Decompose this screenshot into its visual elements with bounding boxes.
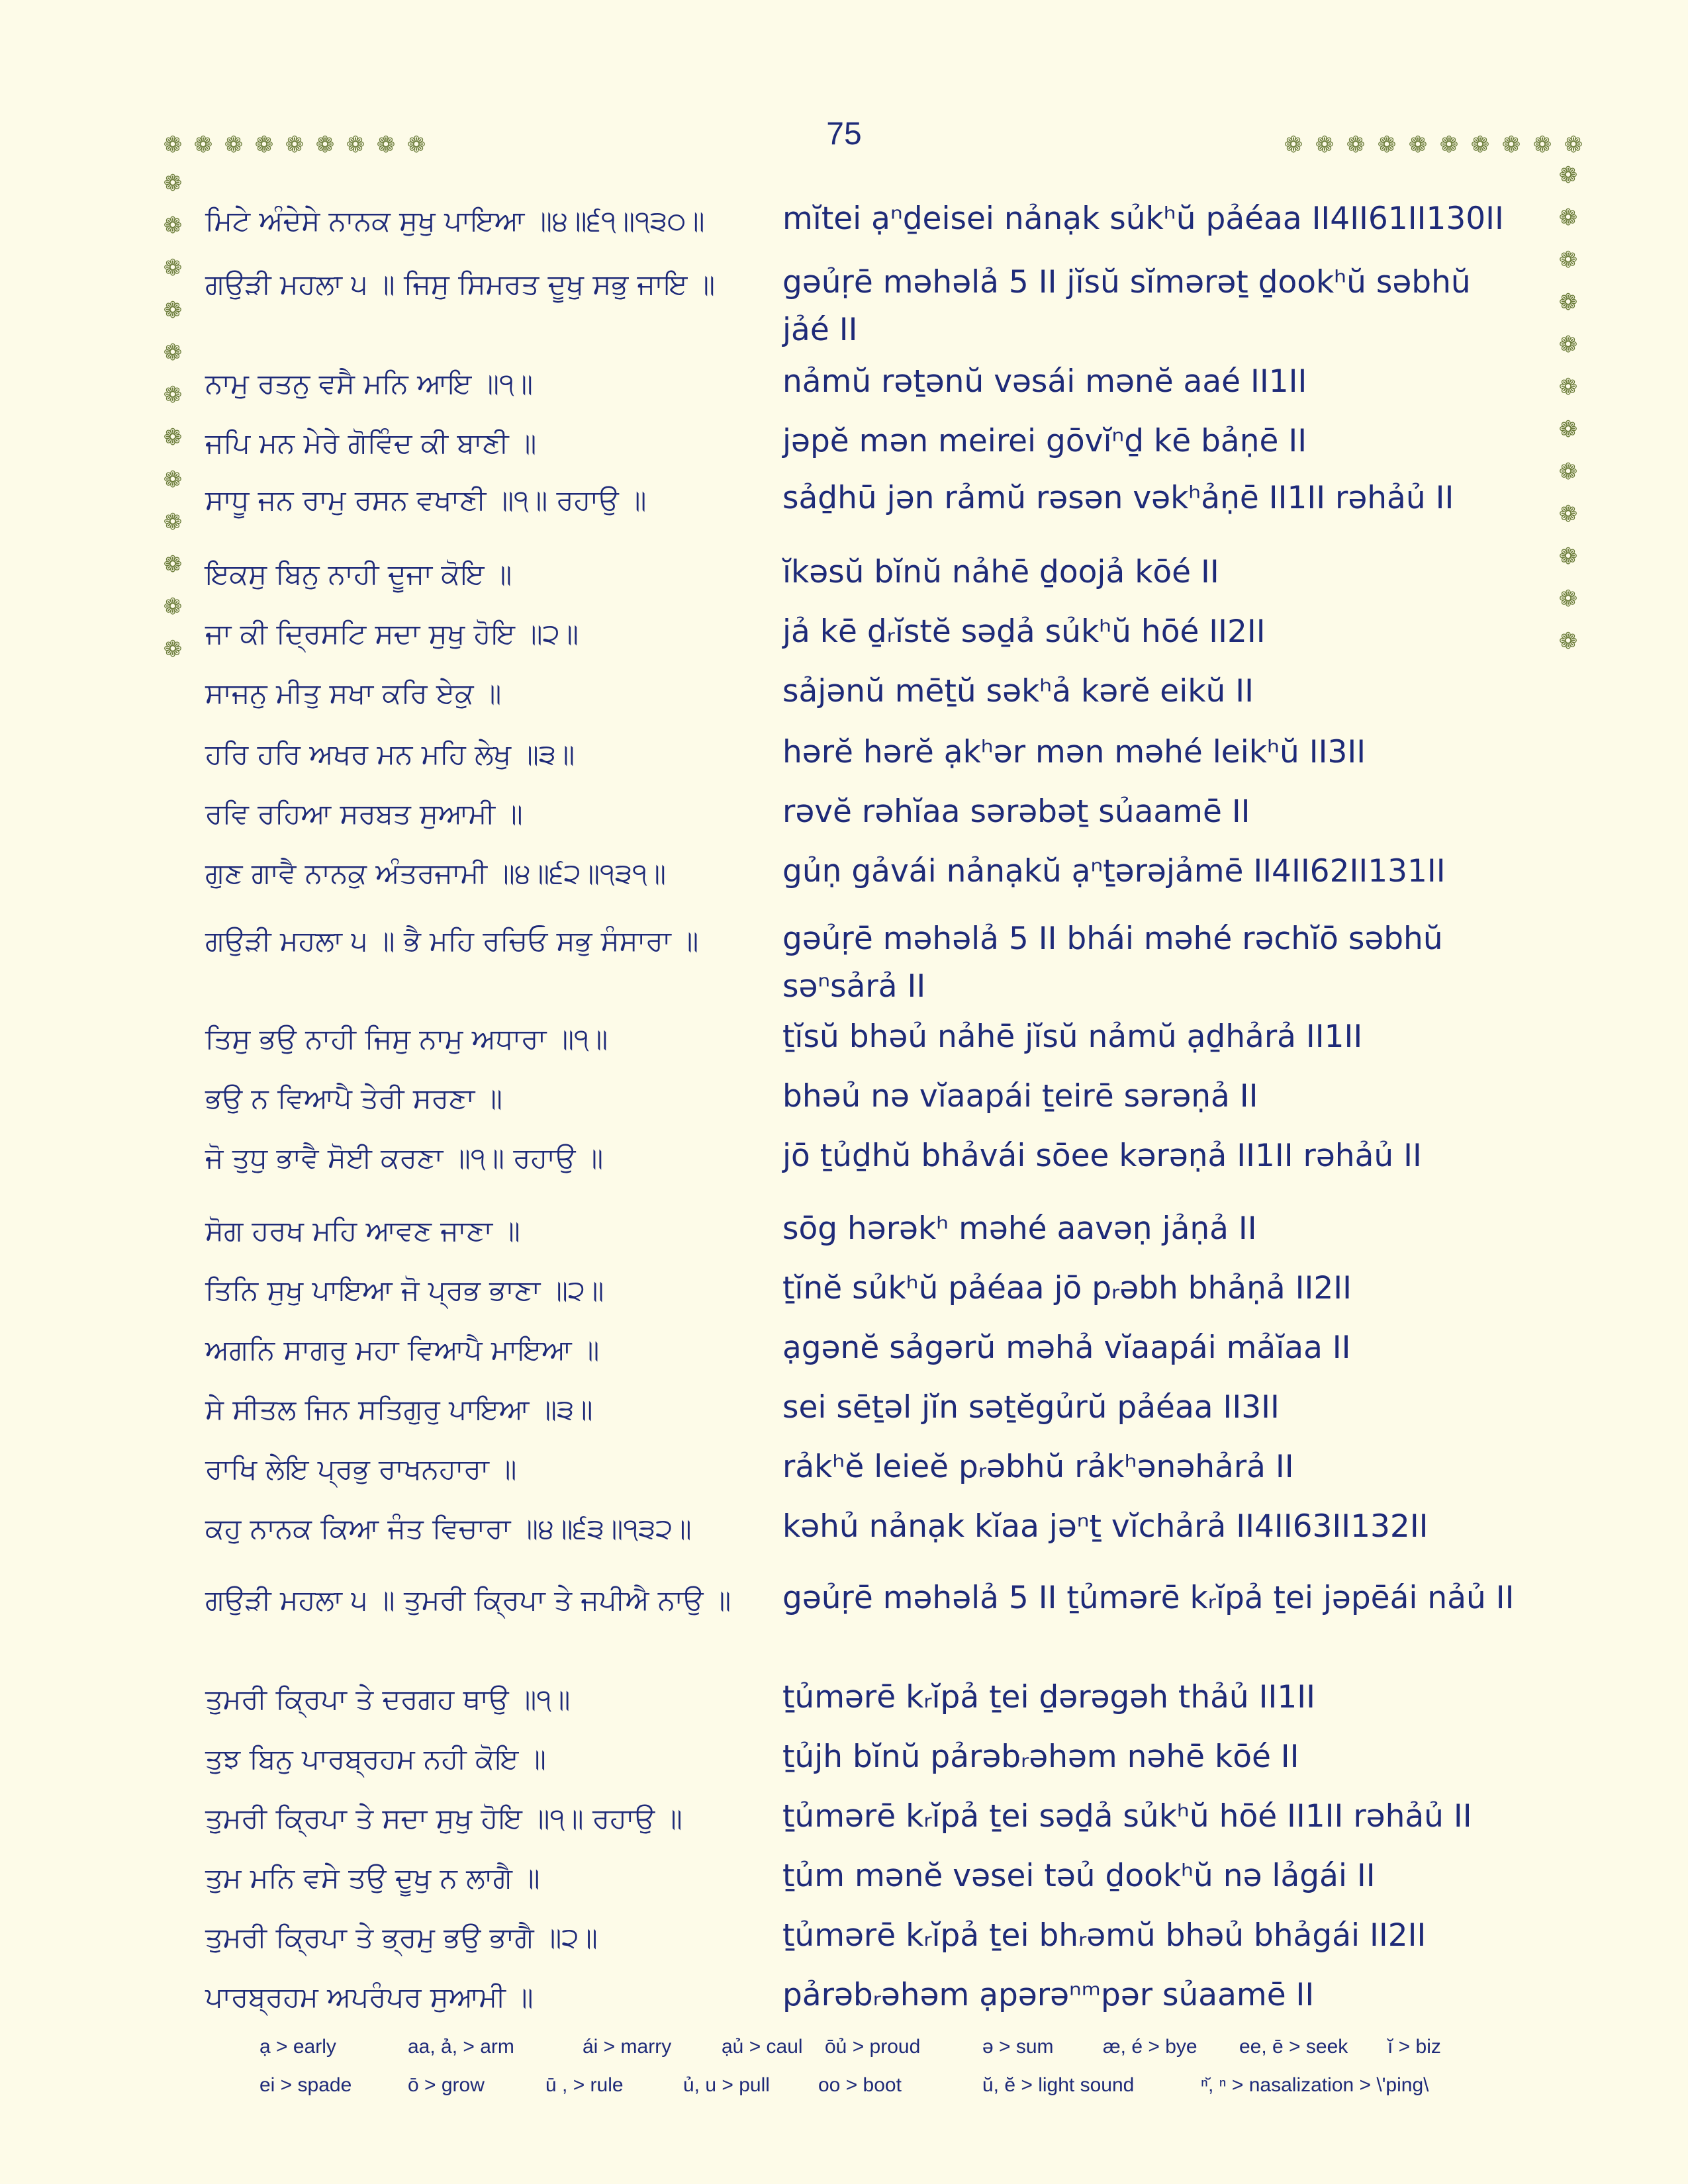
flower-icon: ❁ (163, 467, 183, 493)
flower-icon: ❁ (1315, 132, 1335, 158)
flower-icon: ❁ (163, 212, 183, 239)
key-entry: ə > sum (982, 2036, 1054, 2058)
flower-icon: ❁ (163, 170, 183, 197)
verse-row (205, 1205, 1549, 1254)
gurmukhi-line: ਗਉੜੀ ਮਹਲਾ ੫ ॥ ਜਿਸੁ ਸਿਮਰਤ ਦੂਖੁ ਸਭੁ ਜਾਇ ॥ (205, 268, 716, 300)
flower-icon: ❁ (1408, 132, 1428, 158)
key-entry: ủ, u > pull (683, 2074, 770, 2096)
gurmukhi-line: ਰਵਿ ਰਹਿਆ ਸਰਬਤ ਸੁਆਮੀ ॥ (205, 797, 523, 830)
key-entry: oo > boot (818, 2074, 902, 2096)
gurmukhi-line: ਗਉੜੀ ਮਹਲਾ ੫ ॥ ਤੁਮਰੀ ਕ੍ਰਿਪਾ ਤੇ ਜਪੀਐ ਨਾਉ ॥ (205, 1584, 731, 1616)
key-entry: ei > spade (259, 2074, 352, 2096)
flower-icon: ❁ (1558, 247, 1578, 273)
transliteration-line: gəủṛē məhəlả 5 II jĭsŭ sĭmərəṯ ḏookʰŭ səbhŭ jảé II (782, 264, 1471, 348)
flower-icon: ❁ (254, 132, 274, 158)
flower-icon: ❁ (285, 132, 305, 158)
transliteration-line: sōg hərəkʰ məhé aavəṇ jảṇả II (782, 1210, 1257, 1247)
verse-row (205, 1265, 1549, 1314)
transliteration-line: nảmŭ rəṯənŭ vəsái mənĕ aaé II1II (782, 363, 1307, 400)
flower-icon: ❁ (1377, 132, 1397, 158)
verse-row (205, 1013, 1549, 1062)
gurmukhi-line: ਸਾਜਨੁ ਮੀਤੁ ਸਖਾ ਕਰਿ ਏਕੁ ॥ (205, 677, 502, 709)
gurmukhi-line: ਹਰਿ ਹਰਿ ਅਖਰ ਮਨ ਮਹਿ ਲੇਖੁ ॥੩॥ (205, 738, 575, 770)
flower-icon: ❁ (406, 132, 426, 158)
flower-icon: ❁ (163, 340, 183, 366)
verse-row (205, 1793, 1549, 1842)
gurmukhi-line: ਤੁਮਰੀ ਕ੍ਰਿਪਾ ਤੇ ਸਦਾ ਸੁਖੁ ਹੋਇ ॥੧॥ ਰਹਾਉ ॥ (205, 1802, 682, 1835)
key-entry: æ, é > bye (1103, 2036, 1197, 2058)
verse-row (205, 729, 1549, 778)
gurmukhi-line: ਤੁਮਰੀ ਕ੍ਰਿਪਾ ਤੇ ਭ੍ਰਮੁ ਭਉ ਭਾਗੈ ॥੨॥ (205, 1921, 598, 1954)
gurmukhi-line: ਗਉੜੀ ਮਹਲਾ ੫ ॥ ਭੈ ਮਹਿ ਰਚਿਓ ਸਭੁ ਸੰਸਾਰਾ ॥ (205, 925, 699, 957)
gurmukhi-line: ਤਿਸੁ ਭਉ ਨਾਹੀ ਜਿਸੁ ਨਾਮੁ ਅਧਾਰਾ ॥੧॥ (205, 1023, 608, 1055)
flower-icon: ❁ (1558, 501, 1578, 527)
verse-row (205, 475, 1549, 523)
gurmukhi-line: ਜਾ ਕੀ ਦ੍ਰਿਸਟਿ ਸਦਾ ਸੁਖੁ ਹੋਇ ॥੨॥ (205, 617, 579, 650)
flower-icon: ❁ (163, 636, 183, 662)
flower-icon: ❁ (1558, 205, 1578, 231)
key-entry: ạủ > caul (722, 2036, 803, 2058)
transliteration-line: gəủṛē məhəlả 5 II bhái məhé rəchĭō səbhŭ səⁿsảrả II (782, 921, 1443, 1005)
flower-icon: ❁ (1558, 162, 1578, 189)
gurmukhi-line: ਤੁਮਰੀ ਕ੍ਰਿਪਾ ਤੇ ਦਰਗਹ ਥਾਉ ॥੧॥ (205, 1683, 571, 1715)
flower-icon: ❁ (1470, 132, 1490, 158)
flower-icon: ❁ (1558, 586, 1578, 612)
flower-icon: ❁ (346, 132, 365, 158)
key-entry: ōủ > proud (825, 2036, 921, 2058)
gurmukhi-line: ਗੁਣ ਗਾਵੈ ਨਾਨਕੁ ਅੰਤਰਜਾਮੀ ॥੪॥੬੨॥੧੩੧॥ (205, 857, 667, 889)
flower-icon: ❁ (163, 594, 183, 620)
flower-icon: ❁ (1346, 132, 1366, 158)
verse-row (205, 1674, 1549, 1723)
transliteration-line: ṯủmərē kᵣĭpả ṯei səḏả sủkʰŭ hōé II1II rəhảủ II (782, 1798, 1472, 1835)
verse-row (205, 195, 1549, 244)
flower-icon: ❁ (163, 509, 183, 535)
flower-icon: ❁ (163, 424, 183, 451)
flower-icon: ❁ (1284, 132, 1303, 158)
transliteration-line: ṯủmərē kᵣĭpả ṯei ḏərəgəh thảủ II1II (782, 1679, 1316, 1715)
key-entry: ō > grow (408, 2074, 485, 2096)
transliteration-line: ṯĭsŭ bhəủ nảhē jĭsŭ nảmŭ ạḏhảrả II1II (782, 1019, 1363, 1055)
verse-row (205, 549, 1549, 598)
verse-row (205, 1132, 1549, 1181)
verse-row (205, 1503, 1549, 1552)
verse-row (205, 1852, 1549, 1901)
key-entry: ū , > rule (545, 2074, 624, 2096)
flower-icon: ❁ (163, 297, 183, 324)
gurmukhi-line: ਜੋ ਤੁਧੁ ਭਾਵੈ ਸੋਈ ਕਰਣਾ ॥੧॥ ਰਹਾਉ ॥ (205, 1142, 604, 1174)
transliteration-line: ạgənĕ sảgərŭ məhả vĭaapái mảĭaa II (782, 1330, 1351, 1366)
flower-icon: ❁ (1558, 416, 1578, 443)
gurmukhi-line: ਜਪਿ ਮਨ ਮੇਰੇ ਗੋਵਿੰਦ ਕੀ ਬਾਣੀ ॥ (205, 427, 537, 459)
verse-row (205, 1972, 1549, 2021)
gurmukhi-line: ਰਾਖਿ ਲੇਇ ਪ੍ਰਭੁ ਰਾਖਨਹਾਰਾ ॥ (205, 1453, 517, 1485)
verse-row (205, 1574, 1549, 1623)
gurmukhi-line: ਅਗਨਿ ਸਾਗਰੁ ਮਹਾ ਵਿਆਪੈ ਮਾਇਆ ॥ (205, 1334, 600, 1366)
gurmukhi-line: ਮਿਟੇ ਅੰਦੇਸੇ ਨਾਨਕ ਸੁਖੁ ਪਾਇਆ ॥੪॥੬੧॥੧੩੦॥ (205, 205, 705, 237)
transliteration-line: jō ṯủḏhŭ bhảvái sōee kərəṇả II1II rəhảủ II (782, 1138, 1422, 1174)
key-entry: ĭ > biz (1387, 2036, 1441, 2058)
gurmukhi-line: ਤਿਨਿ ਸੁਖੁ ਪਾਇਆ ਜੋ ਪ੍ਰਭ ਭਾਣਾ ॥੨॥ (205, 1274, 604, 1306)
flower-icon: ❁ (163, 551, 183, 578)
transliteration-line: gəủṛē məhəlả 5 II ṯủmərē kᵣĭpả ṯei jəpēái nảủ II (782, 1580, 1515, 1616)
gurmukhi-line: ਭਉ ਨ ਵਿਆਪੈ ਤੇਰੀ ਸਰਣਾ ॥ (205, 1082, 502, 1115)
verse-row (205, 608, 1549, 657)
transliteration-line: sei sēṯəl jĭn səṯĕgủrŭ pảéaa II3II (782, 1389, 1280, 1426)
transliteration-line: ṯủjh bĭnŭ pảrəbᵣəhəm nəhē kōé II (782, 1739, 1299, 1775)
key-entry: ee, ē > seek (1239, 2036, 1348, 2058)
flower-icon: ❁ (193, 132, 213, 158)
flower-icon: ❁ (1558, 459, 1578, 485)
gurmukhi-line: ਸੇ ਸੀਤਲ ਜਿਨ ਸਤਿਗੁਰੁ ਪਾਇਆ ॥੩॥ (205, 1393, 593, 1426)
flower-icon: ❁ (376, 132, 396, 158)
flower-icon: ❁ (1558, 289, 1578, 316)
key-entry: aa, ả, > arm (408, 2036, 514, 2058)
verse-row (205, 915, 1549, 1005)
transliteration-line: sảḏhū jən rảmŭ rəsən vəkʰảṇē II1II rəhảủ II (782, 480, 1454, 516)
flower-icon: ❁ (1439, 132, 1459, 158)
key-entry: ạ > early (259, 2036, 336, 2058)
transliteration-line: rəvĕ rəhĭaa sərəbəṯ sủaamē II (782, 794, 1250, 830)
verse-row (205, 788, 1549, 837)
gurmukhi-line: ਇਕਸੁ ਬਿਨੁ ਨਾਹੀ ਦੂਜਾ ਕੋਇ ॥ (205, 558, 512, 590)
key-entry: ŭ, ĕ > light sound (982, 2074, 1135, 2096)
verse-row (205, 1384, 1549, 1433)
transliteration-line: ṯủm mənĕ vəsei təủ ḏookʰŭ nə lảgái II (782, 1858, 1376, 1894)
verse-row (205, 1912, 1549, 1961)
flower-icon: ❁ (1532, 132, 1552, 158)
flower-icon: ❁ (1501, 132, 1521, 158)
transliteration-line: bhəủ nə vĭaapái ṯeirē sərəṇả II (782, 1078, 1258, 1115)
transliteration-line: rảkʰĕ leieĕ pᵣəbhŭ rảkʰənəhảrả II (782, 1449, 1294, 1485)
transliteration-line: kəhủ nảnạk kĭaa jəⁿṯ vĭchảrả II4II63II132II (782, 1508, 1429, 1545)
verse-row (205, 1324, 1549, 1373)
transliteration-line: jả kē ḏᵣĭstĕ səḏả sủkʰŭ hōé II2II (782, 614, 1266, 650)
flower-icon: ❁ (1564, 132, 1583, 158)
verse-row (205, 1733, 1549, 1782)
verse-row (205, 1073, 1549, 1122)
gurmukhi-line: ਤੁਝ ਬਿਨੁ ਪਾਰਬ੍ਰਹਮ ਨਹੀ ਕੋਇ ॥ (205, 1743, 546, 1775)
gurmukhi-line: ਕਹੁ ਨਾਨਕ ਕਿਆ ਜੰਤ ਵਿਚਾਰਾ ॥੪॥੬੩॥੧੩੨॥ (205, 1512, 692, 1545)
verse-row (205, 668, 1549, 717)
flower-icon: ❁ (163, 255, 183, 281)
flower-icon: ❁ (1558, 628, 1578, 655)
flower-icon: ❁ (163, 132, 183, 158)
flower-icon: ❁ (1558, 332, 1578, 358)
gurmukhi-line: ਤੁਮ ਮਨਿ ਵਸੇ ਤਉ ਦੂਖੁ ਨ ਲਾਗੈ ॥ (205, 1862, 540, 1894)
flower-icon: ❁ (1558, 543, 1578, 570)
flower-icon: ❁ (315, 132, 335, 158)
flower-icon: ❁ (163, 382, 183, 408)
transliteration-line: ṯủmərē kᵣĭpả ṯei bhᵣəmŭ bhəủ bhảgái II2II (782, 1917, 1427, 1954)
gurmukhi-line: ਪਾਰਬ੍ਰਹਮ ਅਪਰੰਪਰ ਸੁਆਮੀ ॥ (205, 1981, 534, 2013)
key-entry: ái > marry (583, 2036, 672, 2058)
transliteration-line: gủṇ gảvái nảnạkŭ ạⁿṯərəjảmē II4II62II131II (782, 853, 1446, 889)
key-entry: ⁿ̆, ⁿ > nasalization > \'ping\ (1201, 2074, 1429, 2096)
verse-row (205, 259, 1549, 348)
transliteration-line: pảrəbᵣəhəm ạpərəⁿᵐpər sủaamē II (782, 1977, 1315, 2013)
gurmukhi-line: ਸੋਗ ਹਰਖ ਮਹਿ ਆਵਣ ਜਾਣਾ ॥ (205, 1214, 520, 1247)
flower-icon: ❁ (1558, 374, 1578, 400)
transliteration-line: jəpĕ mən meirei gōvĭⁿḏ kē bảṇē II (782, 423, 1307, 459)
verse-row (205, 1443, 1549, 1492)
flower-icon: ❁ (224, 132, 244, 158)
transliteration-line: ṯĭnĕ sủkʰŭ pảéaa jō pᵣəbh bhảṇả II2II (782, 1270, 1352, 1306)
transliteration-line: ĭkəsŭ bĭnŭ nảhē ḏoojả kōé II (782, 554, 1219, 590)
verse-row (205, 358, 1549, 407)
gurmukhi-line: ਨਾਮੁ ਰਤਨੁ ਵਸੈ ਮਨਿ ਆਇ ॥੧॥ (205, 367, 534, 400)
transliteration-line: mĭtei ạⁿḏeisei nảnạk sủkʰŭ pảéaa II4II61II130II (782, 201, 1504, 237)
transliteration-line: sảjənŭ mēṯŭ səkʰả kərĕ eikŭ II (782, 673, 1254, 709)
gurmukhi-line: ਸਾਧੂ ਜਨ ਰਾਮੁ ਰਸਨ ਵਖਾਣੀ ॥੧॥ ਰਹਾਉ ॥ (205, 484, 647, 516)
transliteration-line: hərĕ hərĕ ạkʰər mən məhé leikʰŭ II3II (782, 734, 1366, 770)
verse-row (205, 418, 1549, 467)
page-number: 75 (826, 116, 862, 152)
verse-row (205, 848, 1549, 897)
